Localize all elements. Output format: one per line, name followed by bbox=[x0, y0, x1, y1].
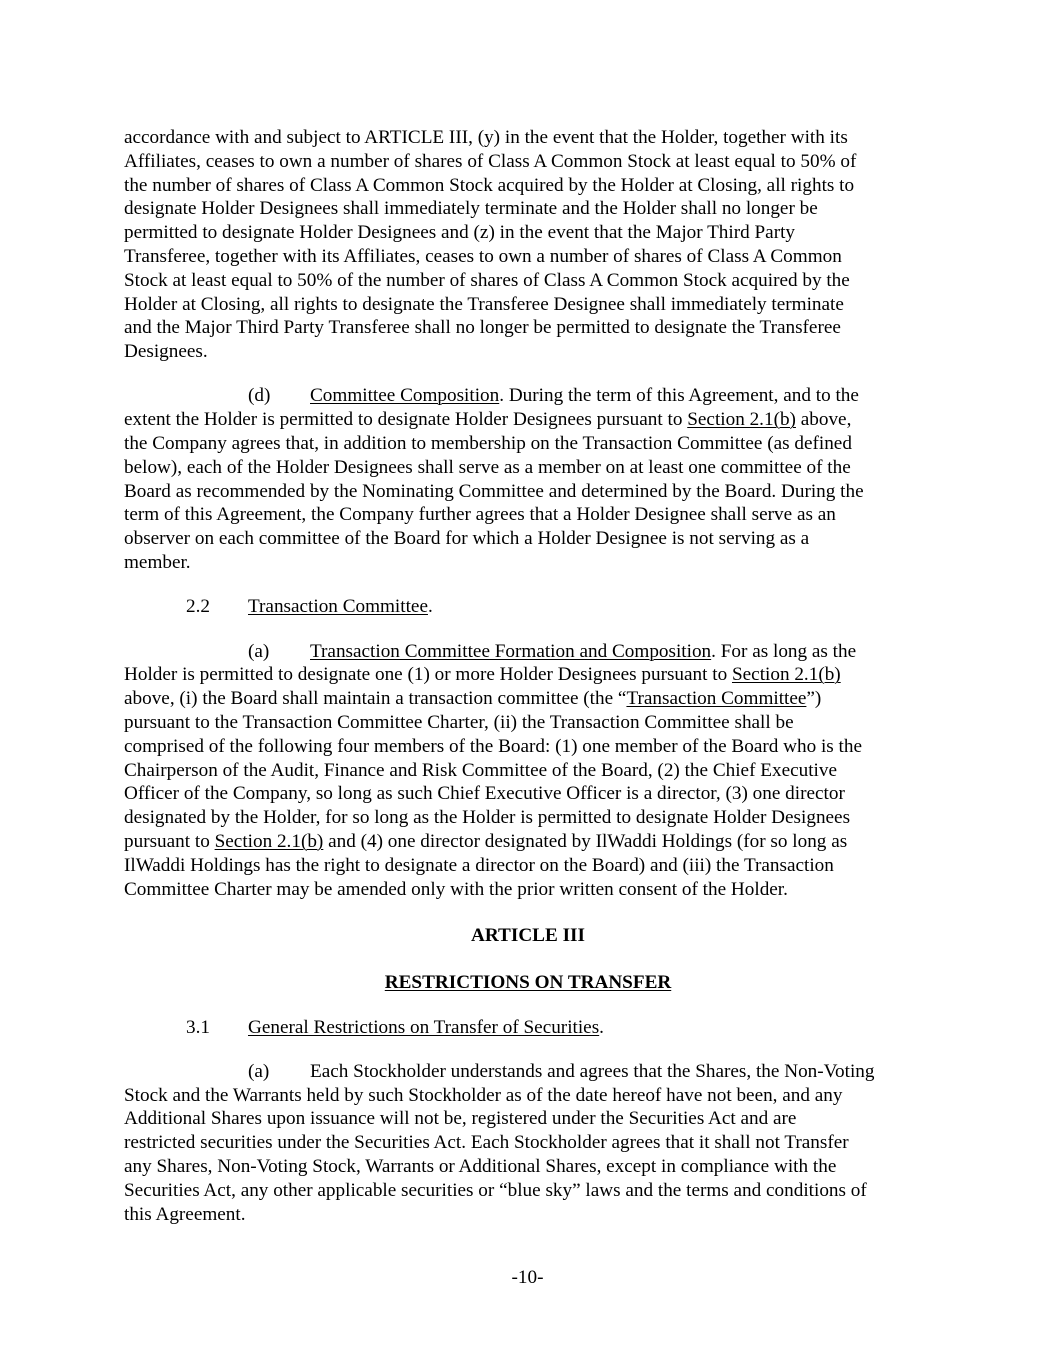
text-line: pursuant to bbox=[124, 831, 215, 853]
section-reference-link: Section 2.1(b) bbox=[687, 409, 796, 431]
page-number: -10- bbox=[511, 1267, 544, 1288]
text-line: observer on each committee of the Board for which a Holder Designee is not serving as a bbox=[124, 528, 810, 550]
section-reference-link: Section 2.1(b) bbox=[214, 831, 324, 853]
text-line: term of this Agreement, the Company further agrees that a Holder Designee shall serve as an bbox=[124, 504, 836, 526]
subsection-label: (a) bbox=[248, 640, 270, 662]
section-2-2-a-paragraph bbox=[124, 640, 932, 902]
text-line: pursuant to the Transaction Committee Charter, (ii) the Transaction Committee shall be bbox=[124, 712, 794, 734]
continuation-paragraph bbox=[124, 126, 932, 364]
text-line: designate Holder Designees shall immediately terminate and the Holder shall no longer be bbox=[124, 198, 818, 220]
text-line: permitted to designate Holder Designees and (z) in the event that the Major Third Party bbox=[124, 222, 796, 244]
subsection-title: Committee Composition bbox=[310, 385, 500, 407]
section-3-1-heading bbox=[124, 1016, 932, 1040]
text-line: Holder is permitted to designate one (1) or more Holder Designees pursuant to bbox=[124, 664, 732, 686]
text-line: Officer of the Company, so long as such Chief Executive Officer is a director, (3) one director bbox=[124, 783, 845, 805]
section-2-1-d-paragraph bbox=[124, 384, 932, 574]
text-line: above, bbox=[795, 409, 852, 431]
text-line: Designees. bbox=[124, 341, 208, 363]
article-title: RESTRICTIONS ON TRANSFER bbox=[384, 972, 672, 994]
section-number: 3.1 bbox=[186, 1016, 210, 1038]
text-line: extent the Holder is permitted to designate Holder Designees pursuant to bbox=[124, 409, 688, 431]
text-line: accordance with and subject to ARTICLE III, (y) in the event that the Holder, together with its bbox=[124, 127, 848, 148]
text-line: Additional Shares upon issuance will not be, registered under the Securities Act and are bbox=[124, 1108, 797, 1130]
subsection-label: (d) bbox=[248, 385, 271, 407]
text-line: restricted securities under the Securities Act. Each Stockholder agrees that it shall not Transfer bbox=[124, 1132, 849, 1154]
text-line: Holder at Closing, all rights to designate the Transferee Designee shall immediately terminate bbox=[124, 293, 844, 315]
section-title-period: . bbox=[427, 596, 433, 618]
text-line: member. bbox=[124, 552, 191, 574]
text-line: the number of shares of Class A Common Stock acquired by the Holder at Closing, all rights to bbox=[124, 174, 855, 196]
text-line: and the Major Third Party Transferee shall no longer be permitted to designate the Transferee bbox=[124, 317, 841, 339]
text-line: below), each of the Holder Designees shall serve as a member on at least one committee of the bbox=[124, 456, 851, 478]
text-line: Committee Charter may be amended only with the prior written consent of the Holder. bbox=[124, 878, 788, 900]
text-line: above, (i) the Board shall maintain a transaction committee (the “ bbox=[124, 688, 627, 710]
subsection-label: (a) bbox=[248, 1060, 270, 1082]
text-line: Each Stockholder understands and agrees that the Shares, the Non-Voting bbox=[310, 1060, 875, 1082]
section-3-1-a-paragraph bbox=[124, 1060, 932, 1227]
document-page bbox=[124, 126, 932, 1226]
text-line: this Agreement. bbox=[124, 1203, 246, 1225]
text-line: Transferee, together with its Affiliates, ceases to own a number of shares of Class A Common bbox=[124, 245, 842, 267]
text-line: Stock and the Warrants held by such Stockholder as of the date hereof have not been, and any bbox=[124, 1084, 843, 1106]
text-line: IlWaddi Holdings has the right to designate a director on the Board) and (iii) the Transaction bbox=[124, 854, 834, 876]
section-2-2-heading bbox=[124, 595, 932, 619]
text-line: the Company agrees that, in addition to membership on the Transaction Committee (as defined bbox=[124, 433, 852, 455]
subsection-title: Transaction Committee Formation and Composition bbox=[310, 640, 712, 662]
text-line: ”) bbox=[806, 688, 822, 710]
text-line: Chairperson of the Audit, Finance and Risk Committee of the Board, (2) the Chief Executive bbox=[124, 759, 837, 781]
text-line: Affiliates, ceases to own a number of shares of Class A Common Stock at least equal to 50% of bbox=[124, 150, 857, 172]
text-line: . During the term of this Agreement, and to the bbox=[499, 385, 859, 407]
text-line: and (4) one director designated by IlWaddi Holdings (for so long as bbox=[323, 831, 848, 853]
text-line: comprised of the following four members of the Board: (1) one member of the Board who is the bbox=[124, 735, 862, 757]
text-line: designated by the Holder, for so long as the Holder is permitted to designate Holder Designees bbox=[124, 807, 851, 829]
article-heading: ARTICLE III bbox=[471, 925, 585, 947]
text-line: Securities Act, any other applicable securities or “blue sky” laws and the terms and conditions of bbox=[124, 1179, 867, 1201]
section-reference-link: Section 2.1(b) bbox=[731, 664, 841, 686]
section-title: General Restrictions on Transfer of Securities bbox=[248, 1016, 600, 1038]
section-title-period: . bbox=[599, 1016, 604, 1038]
text-line: Stock at least equal to 50% of the number of shares of Class A Common Stock acquired by the bbox=[124, 269, 850, 291]
text-line: Board as recommended by the Nominating Committee and determined by the Board. During the bbox=[124, 480, 864, 502]
text-line: any Shares, Non-Voting Stock, Warrants or Additional Shares, except in compliance with the bbox=[124, 1155, 837, 1177]
text-line: . For as long as the bbox=[711, 640, 857, 662]
section-number: 2.2 bbox=[186, 596, 210, 618]
defined-term: Transaction Committee bbox=[626, 688, 807, 710]
section-title: Transaction Committee bbox=[248, 596, 428, 618]
